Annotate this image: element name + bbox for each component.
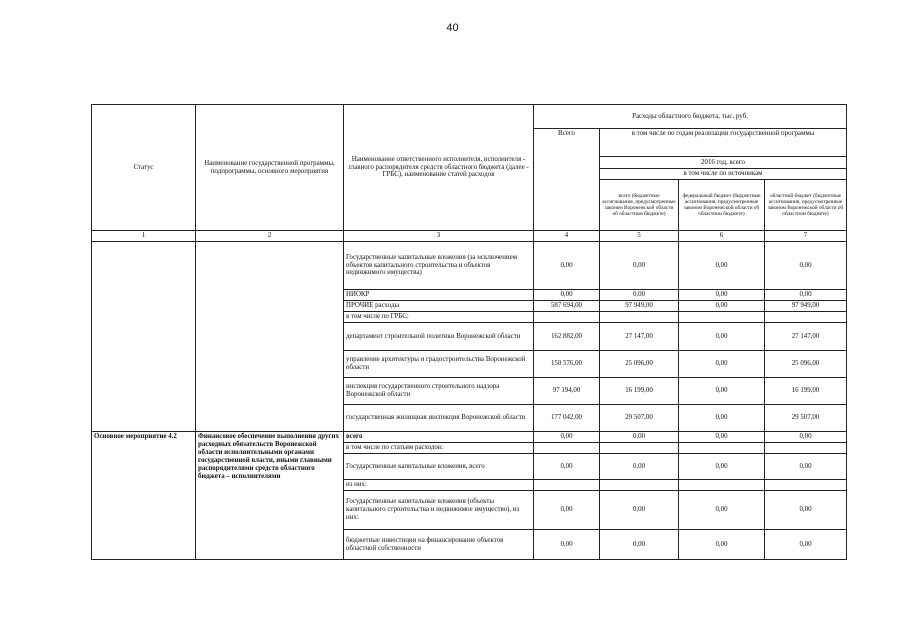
header-expenses: Расходы областного бюджета, тыс. руб. — [534, 105, 847, 129]
value-src-all: 0,00 — [600, 454, 679, 480]
value-regional: 0,00 — [765, 491, 847, 530]
row-name: государственная жилищная инспекция Воронежской области — [344, 405, 534, 432]
row-name: управление архитектуры и градостроительства Воронежской области — [344, 351, 534, 378]
value-total: 97 194,00 — [534, 378, 600, 405]
table-row — [92, 242, 847, 290]
col-number: 7 — [765, 231, 847, 242]
col-number: 6 — [679, 231, 765, 242]
value-federal — [679, 443, 765, 454]
value-federal: 0,00 — [679, 323, 765, 351]
value-federal: 0,00 — [679, 290, 765, 301]
value-regional: 27 147,00 — [765, 323, 847, 351]
value-federal — [679, 312, 765, 323]
row-name: инспекция государственного строительного надзора Воронежской области — [344, 378, 534, 405]
header-status: Статус — [92, 105, 196, 231]
value-regional: 0,00 — [765, 290, 847, 301]
page-number: 40 — [446, 22, 459, 34]
col-number: 3 — [344, 231, 534, 242]
value-src-all: 0,00 — [600, 290, 679, 301]
value-src-all: 16 199,00 — [600, 378, 679, 405]
value-src-all: 25 096,00 — [600, 351, 679, 378]
value-src-all: 97 949,00 — [600, 301, 679, 312]
value-src-all: 0,00 — [600, 491, 679, 530]
value-total: 177 042,00 — [534, 405, 600, 432]
value-total: 0,00 — [534, 432, 600, 443]
header-total: Всего — [534, 129, 600, 231]
col-number: 2 — [196, 231, 344, 242]
value-regional: 0,00 — [765, 432, 847, 443]
value-src-all: 27 147,00 — [600, 323, 679, 351]
value-src-all: 0,00 — [600, 242, 679, 290]
row-name: НИОКР — [344, 290, 534, 301]
value-total — [534, 312, 600, 323]
value-federal — [679, 480, 765, 491]
value-regional: 97 949,00 — [765, 301, 847, 312]
row-name: Государственные капитальные вложения (объекты капитального строительства и недвижимое имущество), из них: — [344, 491, 534, 530]
value-total — [534, 443, 600, 454]
value-regional — [765, 312, 847, 323]
value-src-all — [600, 443, 679, 454]
value-regional: 0,00 — [765, 454, 847, 480]
col-number: 4 — [534, 231, 600, 242]
col-number: 1 — [92, 231, 196, 242]
row-name: всего — [344, 432, 534, 443]
value-total: 587 694,00 — [534, 301, 600, 312]
value-src-all — [600, 312, 679, 323]
value-federal: 0,00 — [679, 530, 765, 560]
row-name: бюджетные инвестиции на финансирование объектов областной собственности — [344, 530, 534, 560]
value-total: 0,00 — [534, 530, 600, 560]
value-total: 0,00 — [534, 491, 600, 530]
value-regional — [765, 480, 847, 491]
program-cell: Финансовое обеспечение выполнения других расходных обязательств Воронежской области исполнительными органами государственной власти, иными главными распорядителями средств областного бюджета – исполнителями — [196, 432, 344, 560]
row-name: ПРОЧИЕ расходы — [344, 301, 534, 312]
header-program-name: Наименование государственной программы, подпрограммы, основного мероприятия — [196, 105, 344, 231]
value-federal: 0,00 — [679, 378, 765, 405]
value-src-all: 29 507,00 — [600, 405, 679, 432]
header-by-years: в том числе по годам реализации государственной программы — [600, 129, 847, 157]
value-total — [534, 480, 600, 491]
value-regional: 0,00 — [765, 530, 847, 560]
value-federal: 0,00 — [679, 454, 765, 480]
value-src-all: 0,00 — [600, 530, 679, 560]
row-name: в том числе по статьям расходов: — [344, 443, 534, 454]
header-src-all: всего (бюджетные ассигнования, предусмотренные законом Воронежской области об областном бюджете) — [600, 180, 679, 231]
program-cell-empty — [196, 242, 344, 432]
value-src-all: 0,00 — [600, 432, 679, 443]
status-cell: Основное мероприятие 4.2 — [92, 432, 196, 560]
value-src-all — [600, 480, 679, 491]
value-regional: 16 199,00 — [765, 378, 847, 405]
row-name: в том числе по ГРБС: — [344, 312, 534, 323]
value-regional: 29 507,00 — [765, 405, 847, 432]
value-total: 162 882,00 — [534, 323, 600, 351]
value-total: 0,00 — [534, 290, 600, 301]
value-total: 0,00 — [534, 454, 600, 480]
value-federal: 0,00 — [679, 351, 765, 378]
row-name: Государственные капитальные вложения, всего — [344, 454, 534, 480]
status-cell-empty — [92, 242, 196, 432]
header-year: 2016 год, всего — [600, 157, 847, 169]
value-federal: 0,00 — [679, 432, 765, 443]
value-federal: 0,00 — [679, 491, 765, 530]
header-src-regional: областной бюджет (бюджетные ассигнования, предусмотренные законом Воронежской области об областном бюджете) — [765, 180, 847, 231]
value-federal: 0,00 — [679, 301, 765, 312]
table-row — [92, 432, 847, 443]
header-executor: Наименование ответственного исполнителя, исполнителя - главного распорядителя средств областного бюджета (далее - ГРБС), наименование статей расходов — [344, 105, 534, 231]
value-regional: 25 096,00 — [765, 351, 847, 378]
value-regional — [765, 443, 847, 454]
column-numbers-row — [92, 231, 847, 242]
value-federal: 0,00 — [679, 405, 765, 432]
value-total: 0,00 — [534, 242, 600, 290]
value-federal: 0,00 — [679, 242, 765, 290]
col-number: 5 — [600, 231, 679, 242]
budget-table — [91, 104, 847, 560]
value-total: 150 576,00 — [534, 351, 600, 378]
header-by-sources: в том числе по источникам — [600, 169, 847, 180]
row-name: департамент строительной политики Воронежской области — [344, 323, 534, 351]
header-src-federal: федеральный бюджет (бюджетные ассигнования, предусмотренные законом Воронежской области об областном бюджете) — [679, 180, 765, 231]
row-name: Государственные капитальные вложения (за исключением объектов капитального строительства и объектов недвижимого имущества) — [344, 242, 534, 290]
row-name: из них: — [344, 480, 534, 491]
value-regional: 0,00 — [765, 242, 847, 290]
